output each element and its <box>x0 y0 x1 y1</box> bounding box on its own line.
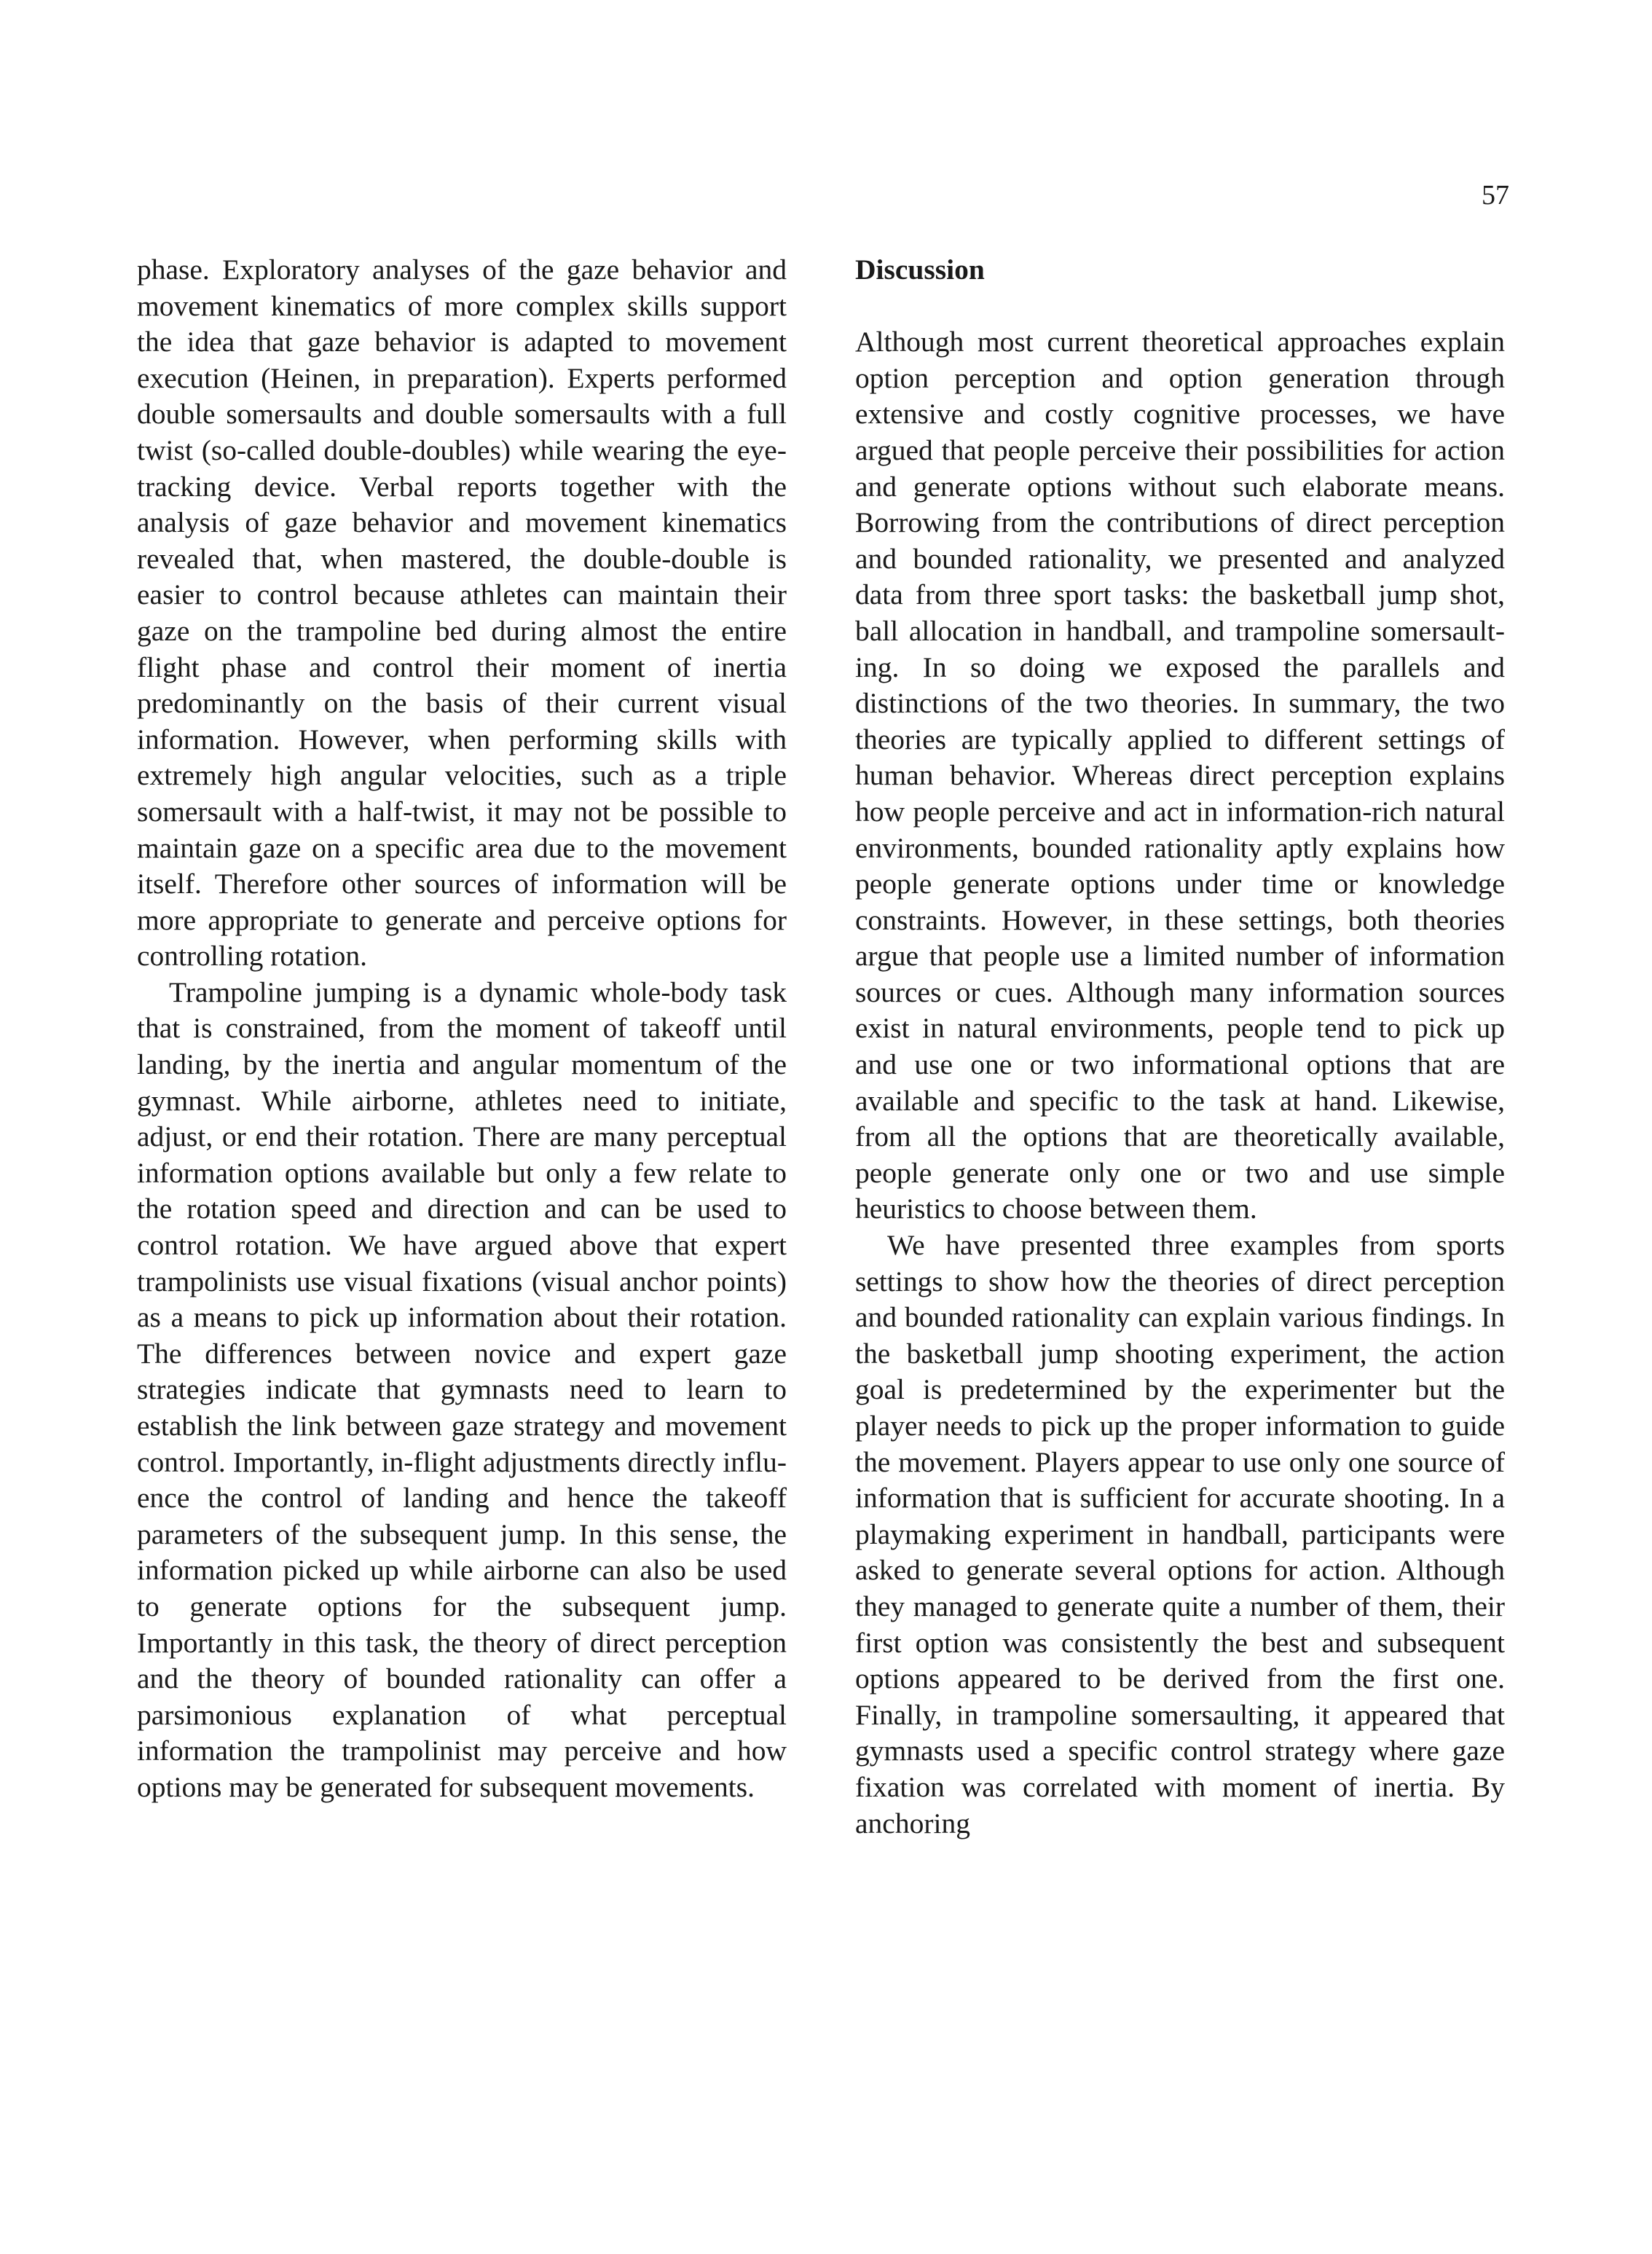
paragraph: Although most current theoretical approaches explain option perception and option generation through extensive and costly cognitive processes, we have argued that people perceive their possibilities for action and generate options without such elaborate means. Borrowing from the contributions of direct perception and bounded rationality, we presented and analyzed data from three sport tasks: the basketball jump shot, ball allocation in handball, and trampoline somersaulting. In so doing we exposed the parallels and distinctions of the two theories. In summary, the two theories are typically applied to different settings of human behavior. Whereas direct perception explains how people perceive and act in information-rich natural environments, bounded rationality aptly explains how people generate options under time or knowledge constraints. However, in these settings, both theories argue that people use a limited number of information sources or cues. Although many information sources exist in natural environments, people tend to pick up and use one or two informational options that are available and specific to the task at hand. Likewise, from all the options that are theoretically available, people generate only one or two and use simple heuristics to choose between them. <box>855 326 1505 1225</box>
paragraph: phase. Exploratory analyses of the gaze behavior and movement kinematics of more complex skills support the idea that gaze behavior is adapted to movement execution (Heinen, in preparation). Experts performed double somersaults and double somersaults with a full twist (so-called double-doubles) while wearing the eye-tracking device. Verbal reports together with the analysis of gaze behavior and movement kinematics revealed that, when mastered, the double-double is easier to control because athletes can maintain their gaze on the trampoline bed during almost the entire flight phase and control their moment of inertia predominantly on the basis of their current visual information. However, when performing skills with extremely high angular velocities, such as a triple somersault with a half-twist, it may not be possible to maintain gaze on a specific area due to the movement itself. Therefore other sources of information will be more appropriate to generate and perceive options for controlling rotation. <box>137 254 787 973</box>
left-column <box>137 252 787 1806</box>
right-column <box>855 252 1505 1842</box>
paragraph: We have presented three examples from sports settings to show how the theories of direct perception and bounded rationality can explain various findings. In the basketball jump shooting experiment, the action goal is predetermined by the experimenter but the player needs to pick up the proper information to guide the movement. Players appear to use only one source of information that is sufficient for accurate shooting. In a playmaking experiment in handball, participants were asked to generate several options for action. Although they managed to generate quite a number of them, their first option was consistently the best and subsequent options appeared to be derived from the first one. Finally, in trampoline somersaulting, it appeared that gymnasts used a specific control strategy where gaze fixation was correlated with moment of inertia. By anchoring <box>855 1229 1505 1839</box>
paragraph: Trampoline jumping is a dynamic whole-body task that is constrained, from the moment of takeoff until landing, by the inertia and angular momentum of the gymnast. While airborne, athletes need to initiate, adjust, or end their rotation. There are many perceptual information options available but only a few relate to the rotation speed and direction and can be used to control rotation. We have argued above that expert trampolinists use visual fixations (visual anchor points) as a means to pick up information about their rotation. The differences between novice and expert gaze strategies indicate that gymnasts need to learn to establish the link between gaze strategy and movement control. Importantly, in-flight adjustments directly influence the control of landing and hence the takeoff parameters of the subsequent jump. In this sense, the information picked up while airborne can also be used to generate options for the subsequent jump. Importantly in this task, the theory of direct perception and the theory of bounded rationality can offer a parsimonious explanation of what perceptual information the trampolinist may perceive and how options may be generated for subsequent movements. <box>137 975 787 1803</box>
section-heading: Discussion <box>855 254 985 286</box>
page-number: 57 <box>1482 180 1509 211</box>
